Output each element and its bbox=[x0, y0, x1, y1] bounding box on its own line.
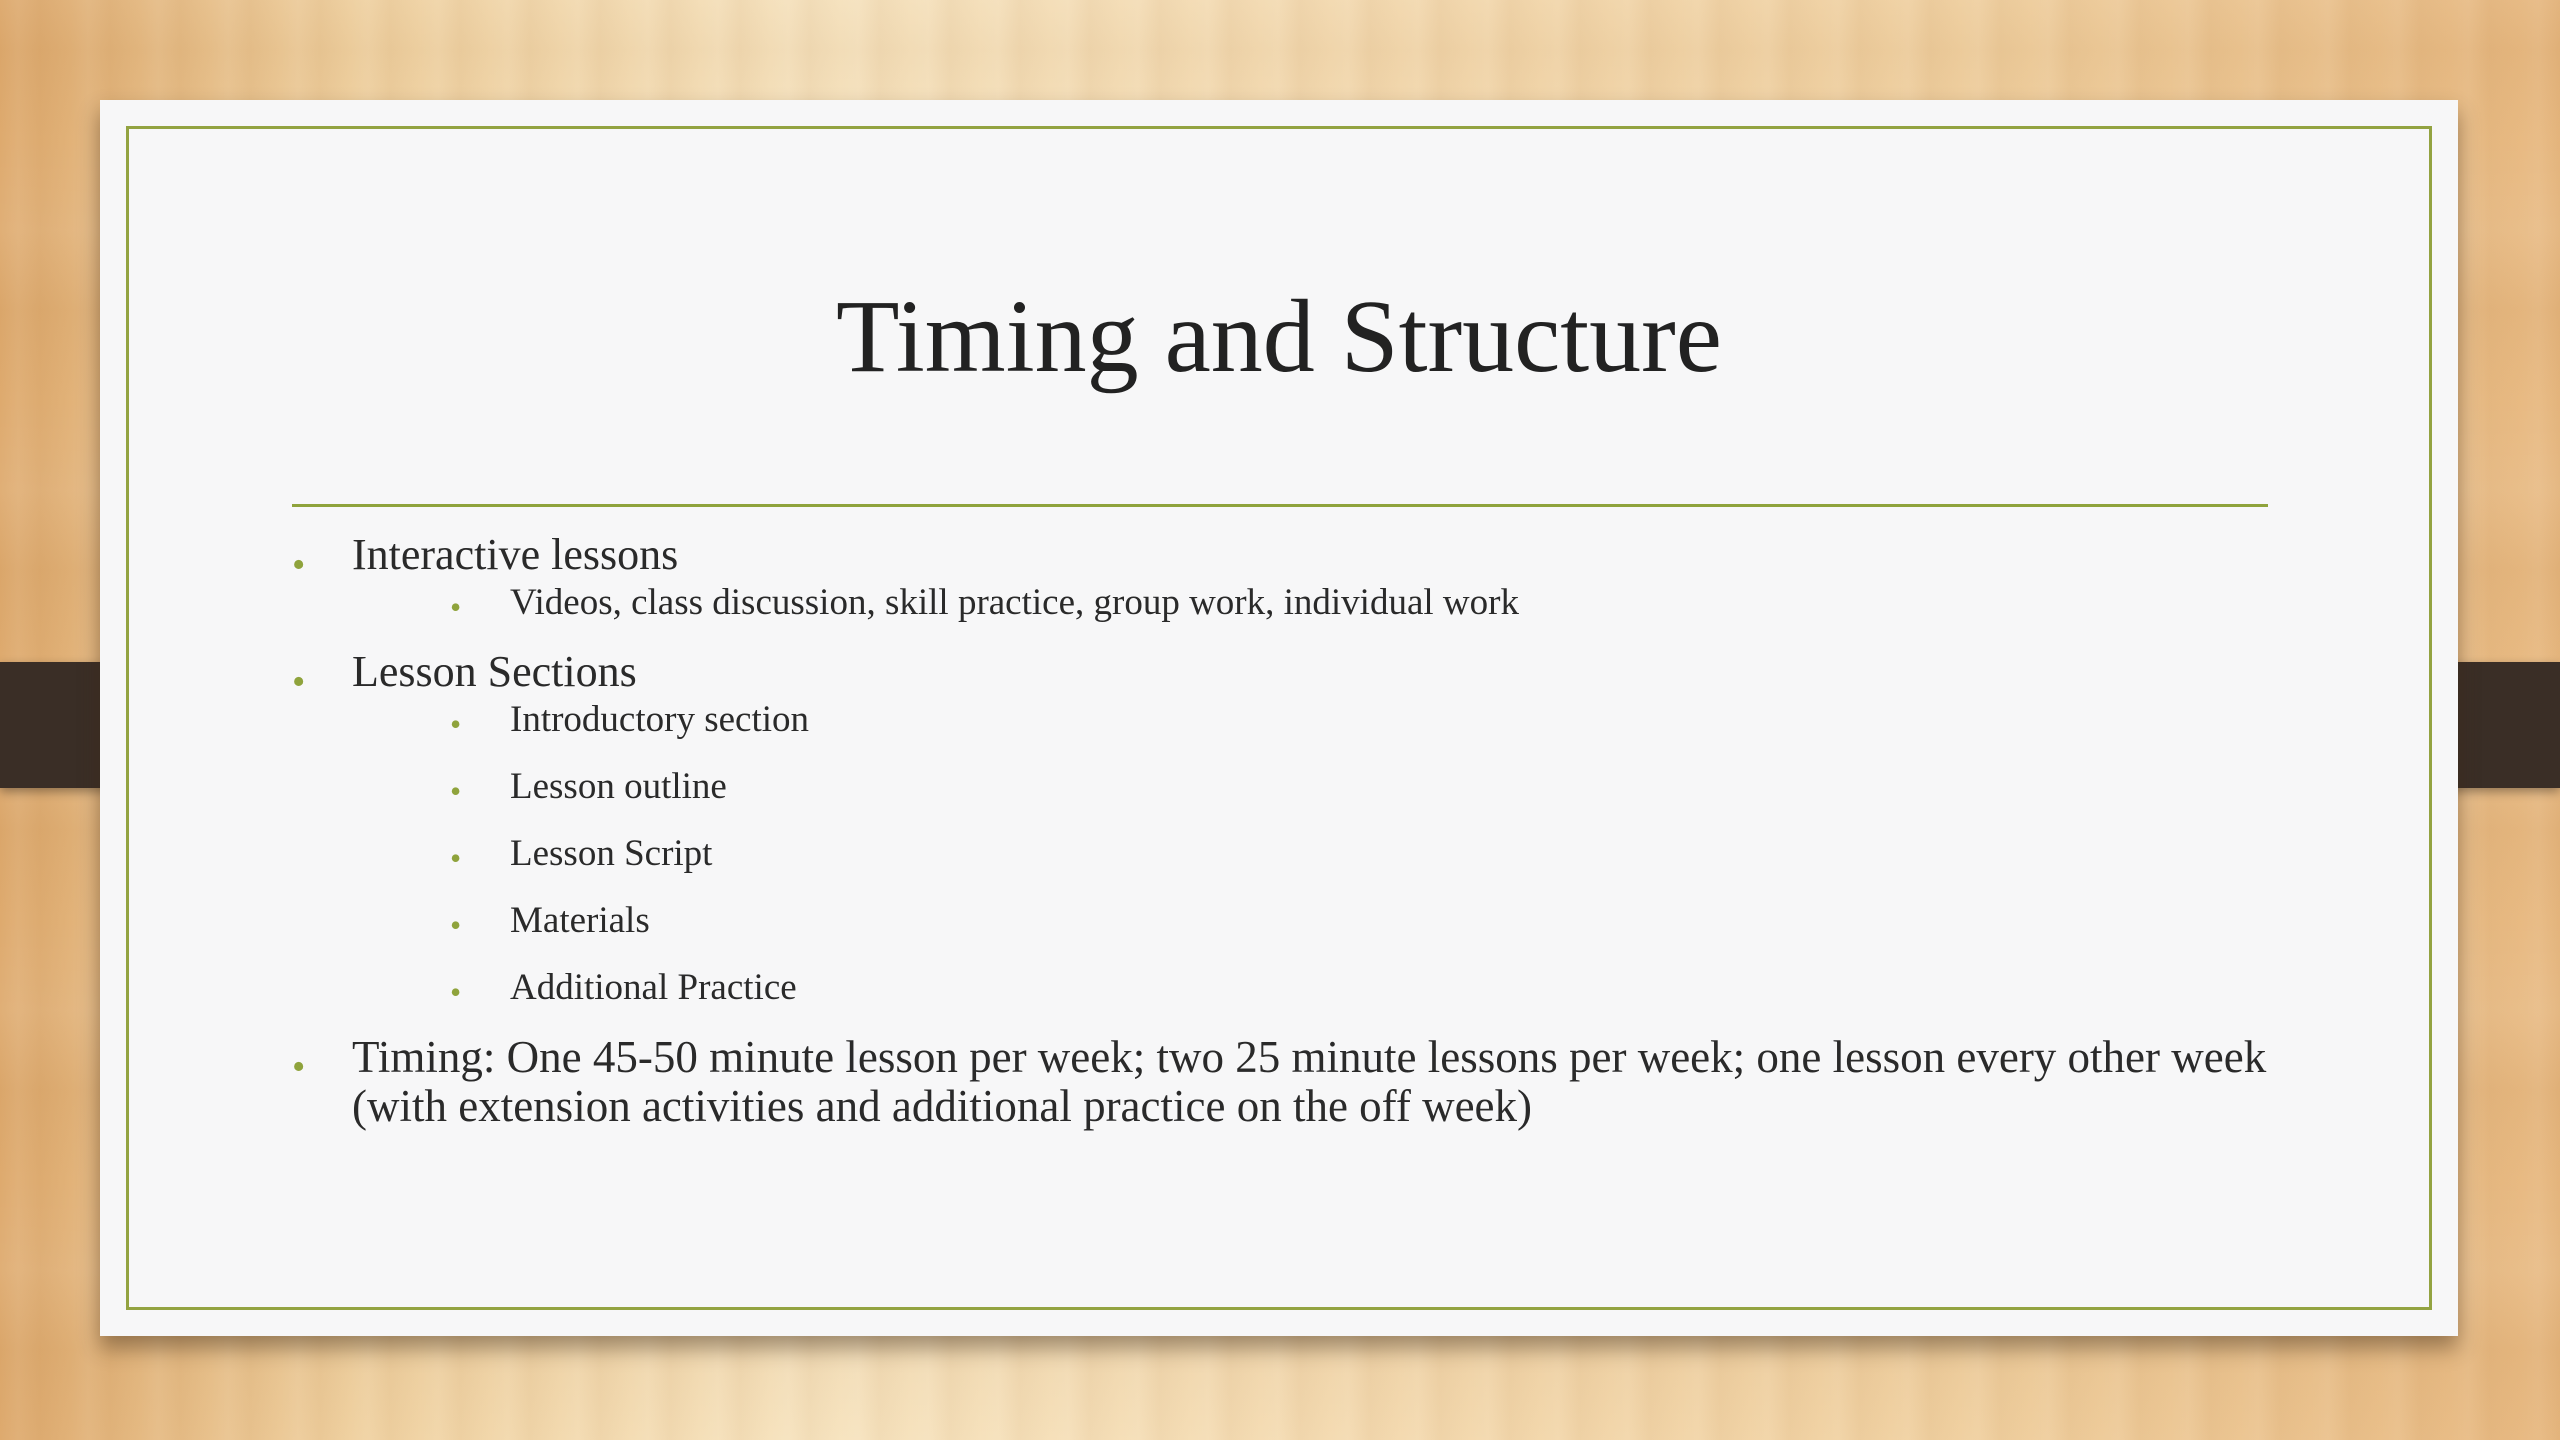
bullet-text: Timing: One 45-50 minute lesson per week; two 25 minute lessons per week; one lesson every other week (with extension activities and additional practice on the off week) bbox=[352, 1032, 2267, 1131]
bullet-dot-icon: • bbox=[450, 907, 462, 943]
bullet-dot-icon: • bbox=[450, 706, 462, 742]
sub-bullet bbox=[352, 697, 2290, 743]
bullet-dot-icon: • bbox=[450, 589, 462, 625]
bullet-dot-icon: • bbox=[292, 1046, 306, 1088]
bullet-lesson-sections bbox=[290, 647, 2290, 1011]
sub-bullet-text: Introductory section bbox=[510, 699, 809, 740]
sub-bullet-list bbox=[352, 697, 2290, 1011]
sub-bullet-text: Lesson Script bbox=[510, 833, 713, 874]
slide bbox=[100, 100, 2458, 1336]
sub-bullet bbox=[352, 764, 2290, 810]
slide-content bbox=[290, 530, 2290, 1147]
bullet-text: Lesson Sections bbox=[352, 647, 637, 696]
sub-bullet bbox=[352, 580, 2290, 626]
sub-bullet-text: Materials bbox=[510, 900, 650, 941]
bullet-dot-icon: • bbox=[450, 974, 462, 1010]
bullet-dot-icon: • bbox=[292, 661, 306, 703]
bullet-dot-icon: • bbox=[292, 544, 306, 586]
sub-bullet-text: Lesson outline bbox=[510, 766, 727, 807]
sub-bullet bbox=[352, 831, 2290, 877]
sub-bullet-list bbox=[352, 580, 2290, 626]
bullet-timing bbox=[290, 1033, 2292, 1131]
bullet-dot-icon: • bbox=[450, 773, 462, 809]
slide-title: Timing and Structure bbox=[836, 279, 1722, 394]
sub-bullet bbox=[352, 898, 2290, 944]
sub-bullet-text: Videos, class discussion, skill practice, group work, individual work bbox=[510, 582, 1519, 623]
sub-bullet-text: Additional Practice bbox=[510, 967, 797, 1008]
bullet-text: Interactive lessons bbox=[352, 530, 679, 579]
title-divider bbox=[292, 504, 2268, 507]
sub-bullet bbox=[352, 965, 2290, 1011]
bullet-list bbox=[290, 530, 2290, 1131]
bullet-interactive-lessons bbox=[290, 530, 2290, 626]
bullet-dot-icon: • bbox=[450, 840, 462, 876]
